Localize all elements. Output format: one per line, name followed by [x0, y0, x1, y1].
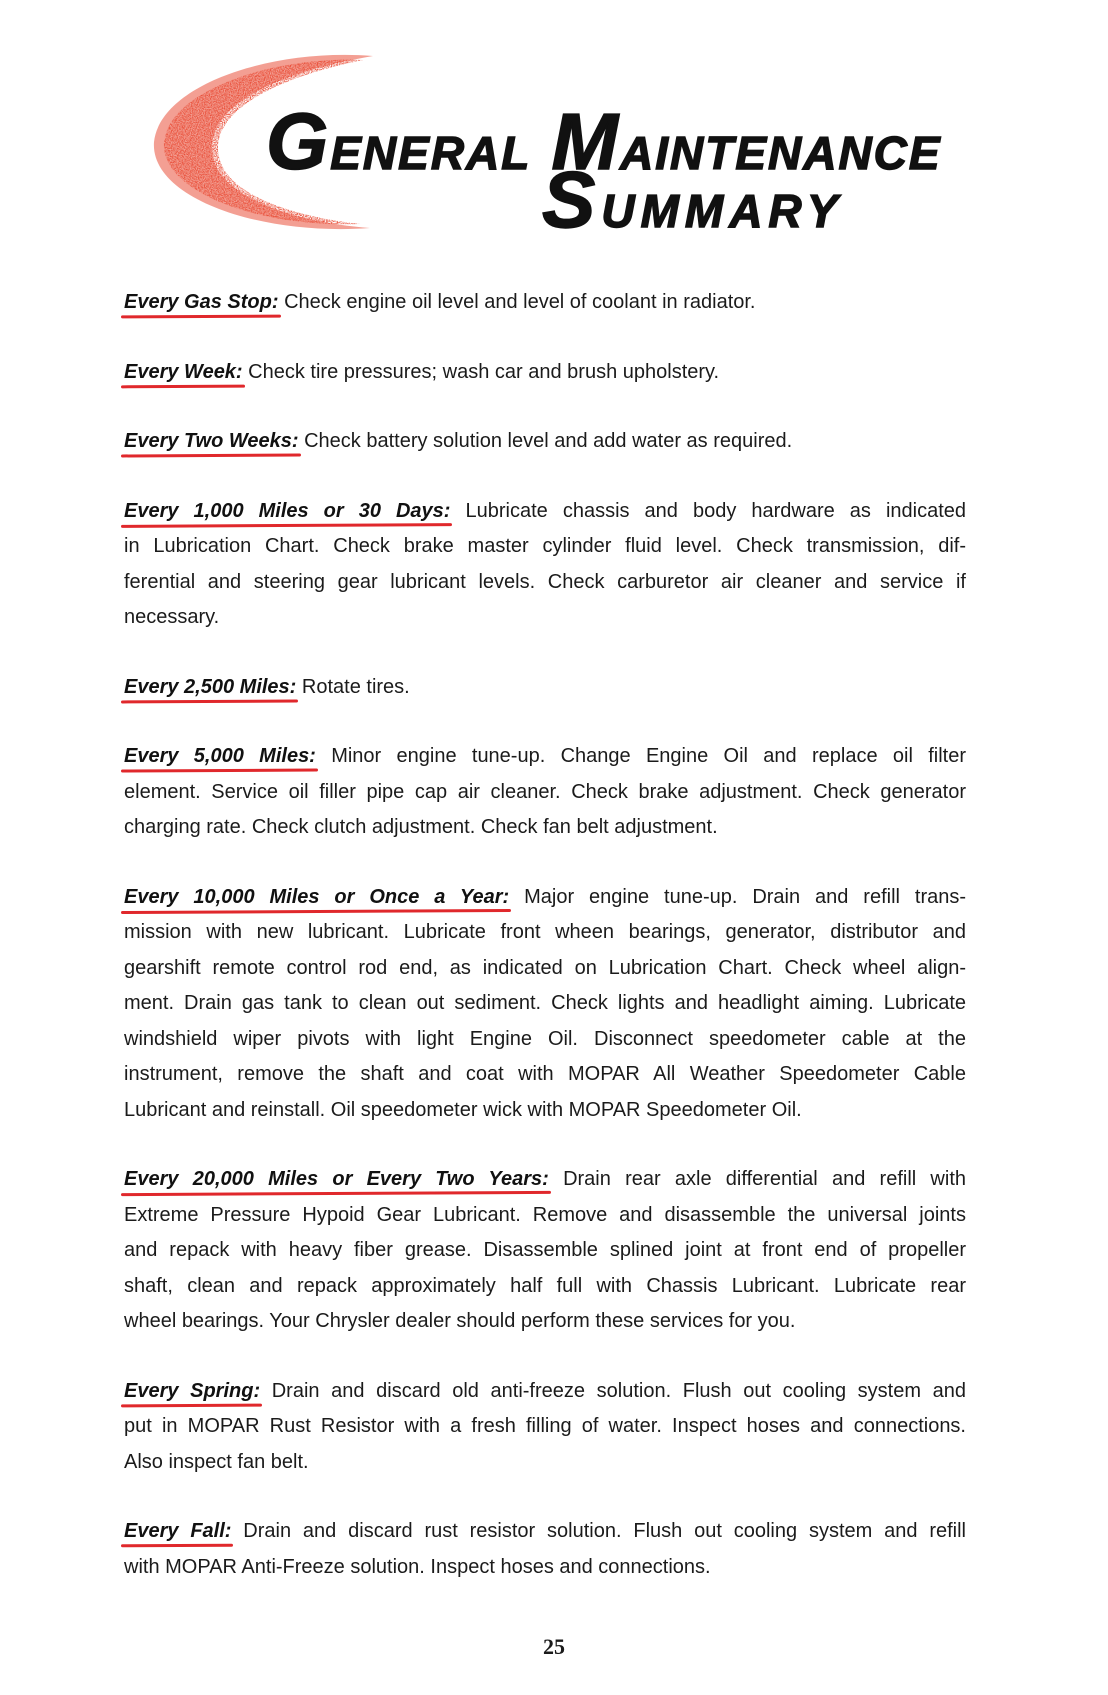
entry-line: gearshift remote control rod end, as indicated on Lubrication Chart. Check wheel align-	[124, 956, 966, 979]
interval-label: Every 5,000 Miles:	[124, 745, 316, 767]
entry-text: Drain and discard rust resistor solution. Flush out cooling system and refill	[243, 1520, 967, 1542]
interval-label: Every 20,000 Miles or Every Two Years:	[124, 1168, 549, 1190]
entry-text: Check engine oil level and level of coolant in radiator.	[284, 291, 756, 313]
interval-label: Every Week:	[124, 360, 243, 383]
maintenance-schedule	[124, 285, 966, 1619]
interval-label: Every Fall:	[124, 1520, 232, 1542]
entry-line: windshield wiper pivots with light Engine Oil. Disconnect speedometer cable at the	[124, 1027, 966, 1050]
entry-line: instrument, remove the shaft and coat with MOPAR All Weather Speedometer Cable	[124, 1063, 966, 1085]
entry-line	[124, 1374, 966, 1410]
entry-line: Extreme Pressure Hypoid Gear Lubricant. Remove and disassemble the universal joints	[124, 1203, 966, 1226]
entry-every-two-weeks	[124, 424, 966, 460]
entry-line	[124, 355, 966, 391]
entry-line	[124, 880, 966, 916]
entry-every-5000-miles	[124, 739, 966, 846]
entry-text: Drain rear axle differential and refill with	[563, 1168, 967, 1190]
entry-text: Lubricate chassis and body hardware as indicated	[465, 499, 967, 522]
entry-line: charging rate. Check clutch adjustment. Check fan belt adjustment.	[124, 816, 718, 838]
entry-every-2500-miles	[124, 670, 966, 706]
entry-text: Rotate tires.	[301, 675, 410, 698]
entry-every-10000-miles	[124, 880, 966, 1129]
entry-every-spring	[124, 1374, 966, 1481]
entry-every-gas-stop	[124, 285, 966, 321]
entry-text: Check tire pressures; wash car and brush upholstery.	[248, 360, 720, 383]
entry-line: necessary.	[124, 606, 220, 628]
page-number: 25	[543, 1634, 565, 1659]
entry-every-fall	[124, 1514, 966, 1585]
interval-label: Every 2,500 Miles:	[124, 675, 297, 698]
page-title-line-2	[542, 155, 844, 251]
entry-text: Minor engine tune-up. Change Engine Oil and replace oil filter	[331, 745, 966, 767]
interval-label: Every 1,000 Miles or 30 Days:	[124, 499, 451, 522]
entry-line: Also inspect fan belt.	[124, 1450, 309, 1473]
title-word: SUMMARY	[542, 155, 844, 244]
entry-line	[124, 1514, 966, 1550]
entry-line: ferential and steering gear lubricant levels. Check carburetor air cleaner and service if	[124, 570, 966, 593]
entry-line: and repack with heavy fiber grease. Disassemble splined joint at front end of propeller	[124, 1239, 966, 1261]
entry-every-20000-miles	[124, 1162, 966, 1340]
entry-line: put in MOPAR Rust Resistor with a fresh filling of water. Inspect hoses and connections.	[124, 1415, 966, 1437]
entry-every-week	[124, 355, 966, 391]
entry-text: Check battery solution level and add water as required.	[304, 430, 793, 452]
entry-every-1000-miles	[124, 494, 966, 636]
entry-line: element. Service oil filler pipe cap air cleaner. Check brake adjustment. Check generator	[124, 780, 966, 803]
entry-line: with MOPAR Anti-Freeze solution. Inspect hoses and connections.	[124, 1555, 711, 1578]
entry-line	[124, 670, 966, 706]
entry-line	[124, 739, 966, 775]
entry-line	[124, 1162, 966, 1198]
entry-line: Lubricant and reinstall. Oil speedometer wick with MOPAR Speedometer Oil.	[124, 1098, 802, 1121]
title-word: GENERAL	[266, 97, 532, 186]
entry-line: in Lubrication Chart. Check brake master cylinder fluid level. Check transmission, dif-	[124, 535, 966, 557]
interval-label: Every 10,000 Miles or Once a Year:	[124, 885, 510, 908]
entry-line: mission with new lubricant. Lubricate front wheen bearings, generator, distributor and	[124, 921, 966, 943]
interval-label: Every Spring:	[124, 1379, 261, 1402]
interval-label: Every Gas Stop:	[124, 291, 279, 313]
entry-line	[124, 424, 966, 460]
title-word: MAINTENANCE	[551, 97, 942, 186]
entry-line: wheel bearings. Your Chrysler dealer should perform these services for you.	[124, 1310, 796, 1332]
interval-label: Every Two Weeks:	[124, 430, 299, 452]
entry-line	[124, 494, 966, 530]
entry-line: ment. Drain gas tank to clean out sediment. Check lights and headlight aiming. Lubricate	[124, 992, 966, 1014]
entry-text: Major engine tune-up. Drain and refill trans-	[524, 885, 967, 908]
entry-text: Drain and discard old anti-freeze solution. Flush out cooling system and	[271, 1379, 967, 1402]
entry-line	[124, 285, 966, 321]
entry-line: shaft, clean and repack approximately half full with Chassis Lubricant. Lubricate rear	[124, 1274, 966, 1297]
